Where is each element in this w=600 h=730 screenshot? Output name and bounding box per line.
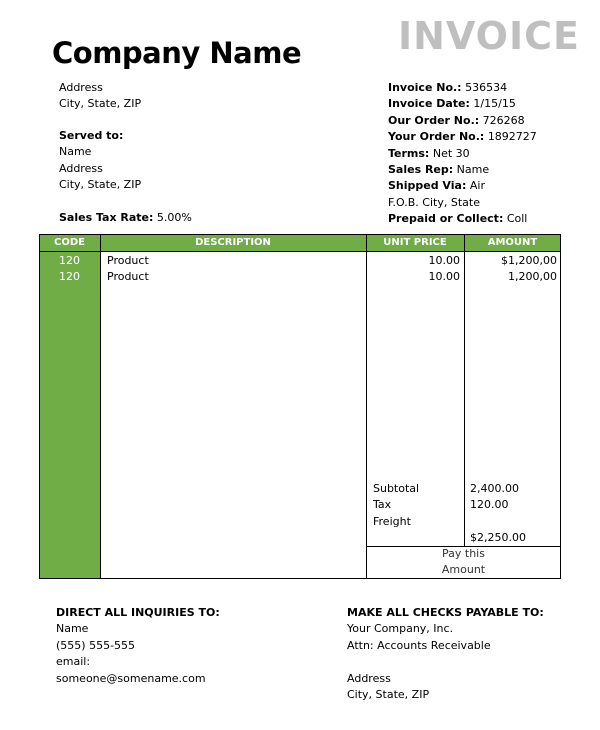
row-1-unit-price: 10.00 — [428, 254, 460, 267]
meta-our-order-no: Our Order No.: 726268 — [388, 113, 525, 127]
checks-heading: MAKE ALL CHECKS PAYABLE TO: — [347, 606, 544, 619]
row-1-description: Product — [107, 254, 149, 267]
header-code: CODE — [39, 234, 100, 251]
table-border-right — [560, 234, 561, 579]
subtotal-value: 2,400.00 — [470, 482, 519, 495]
pay-this-label: Pay this — [442, 547, 485, 560]
totals-labels — [373, 481, 419, 530]
served-to-line: City, State, ZIP — [59, 178, 142, 192]
sales-tax-rate — [59, 210, 192, 226]
table-header-divider — [39, 251, 561, 252]
meta-fob: F.O.B. City, State — [388, 195, 480, 209]
header-unit-price: UNIT PRICE — [366, 234, 464, 251]
company-address-line: Address — [59, 81, 103, 94]
pay-this-amount — [366, 546, 561, 579]
company-address — [59, 80, 141, 113]
inquiries-phone: (555) 555-555 — [56, 638, 136, 652]
freight-value — [470, 514, 526, 530]
inquiries-email: someone@somename.com — [56, 671, 206, 685]
invoice-meta — [388, 80, 537, 228]
table-row-unit-price — [366, 253, 460, 286]
meta-terms: Terms: Net 30 — [388, 146, 470, 160]
meta-your-order-no: Your Order No.: 1892727 — [388, 130, 537, 144]
subtotal-label: Subtotal — [373, 482, 420, 495]
sales-tax-label: Sales Tax Rate: — [59, 211, 154, 224]
checks-address: Address — [347, 671, 391, 685]
meta-invoice-no: Invoice No.: 536534 — [388, 81, 508, 94]
amount-label: Amount — [441, 563, 486, 577]
meta-sales-rep: Sales Rep: Name — [388, 163, 490, 177]
sales-tax-value: 5.00% — [156, 211, 192, 224]
checks-spacer — [347, 654, 544, 670]
checks-attn: Attn: Accounts Receivable — [347, 638, 491, 652]
company-address-line: City, State, ZIP — [59, 97, 142, 111]
company-name: Company Name — [52, 36, 302, 70]
row-1-amount: $1,200,00 — [501, 254, 557, 267]
header-amount: AMOUNT — [464, 234, 561, 251]
served-to-line: Name — [59, 145, 92, 159]
row-2-unit-price: 10.00 — [428, 270, 460, 284]
row-2-description: Product — [107, 270, 149, 284]
table-row-amount — [464, 253, 557, 286]
row-2-amount: 1,200,00 — [508, 270, 557, 284]
served-to-block — [59, 128, 141, 194]
inquiries-heading: DIRECT ALL INQUIRIES TO: — [56, 606, 220, 619]
table-border-top — [39, 234, 561, 235]
code-column-fill — [39, 251, 100, 579]
total-value: $2,250.00 — [470, 531, 526, 545]
meta-shipped-via: Shipped Via: Air — [388, 179, 485, 193]
invoice-title: INVOICE — [398, 14, 580, 58]
table-divider-code — [100, 234, 101, 579]
served-to-label: Served to: — [59, 129, 124, 142]
totals-values — [470, 481, 526, 547]
table-row-description — [107, 253, 149, 286]
checks-payable-block — [347, 605, 544, 703]
inquiries-email-label: email: — [56, 655, 91, 669]
checks-city: City, State, ZIP — [347, 688, 430, 702]
header-description: DESCRIPTION — [100, 234, 366, 251]
tax-label: Tax — [373, 498, 392, 512]
tax-value: 120.00 — [470, 498, 509, 512]
table-row-code — [39, 253, 100, 286]
served-to-line: Address — [59, 161, 103, 175]
inquiries-name: Name — [56, 622, 89, 636]
meta-invoice-date: Invoice Date: 1/15/15 — [388, 97, 516, 111]
checks-company: Your Company, Inc. — [347, 622, 454, 636]
freight-label: Freight — [373, 514, 411, 528]
inquiries-block — [56, 605, 220, 687]
row-1-code: 120 — [59, 254, 80, 267]
meta-prepaid-collect: Prepaid or Collect: Coll — [388, 212, 528, 226]
row-2-code: 120 — [59, 270, 80, 284]
